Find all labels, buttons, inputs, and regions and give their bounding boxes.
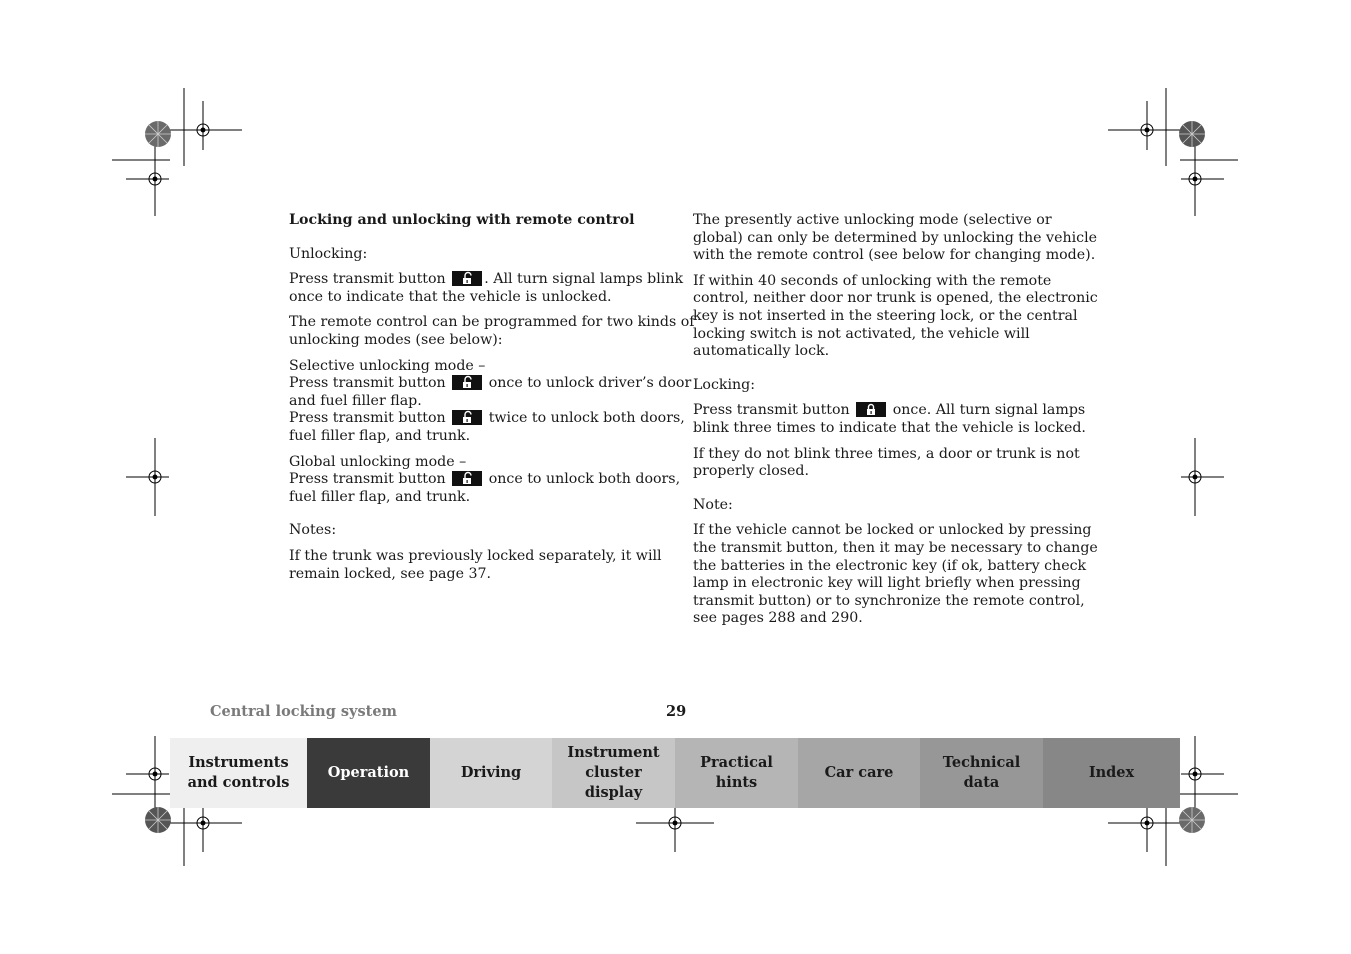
chapter-tab-bar	[170, 738, 1180, 808]
selective-mode-paragraph: Selective unlocking mode – Press transmit button once to unlock driver’s door and fuel filler flap. Press transmit button twice to unlock both doors, fuel filler flap, and trunk.	[289, 357, 692, 444]
page-number: 29	[666, 703, 687, 720]
lock-key-icon	[856, 402, 886, 417]
unlock-paragraph: Press transmit button . All turn signal lamps blink once to indicate that the vehicle is unlocked.	[289, 271, 684, 305]
unlock-key-icon	[452, 271, 482, 286]
right-column	[693, 212, 1098, 636]
unlocking-label: Unlocking:	[289, 245, 368, 262]
tab-practical-hints[interactable]: Practical hints	[675, 738, 798, 808]
notes-paragraph: If the trunk was previously locked separately, it will remain locked, see page 37.	[289, 547, 662, 582]
blink-check-paragraph: If they do not blink three times, a door or trunk is not properly closed.	[693, 445, 1080, 480]
global-mode-paragraph: Global unlocking mode – Press transmit button once to unlock both doors, fuel filler flap, and trunk.	[289, 453, 681, 505]
note-paragraph: If the vehicle cannot be locked or unlocked by pressing the transmit button, then it may be necessary to change the batteries in the electronic key (if ok, battery check lamp in electronic key will light briefly when pressing transmit button) or to synchronize the remote control, see pages 288 and 290.	[693, 522, 1098, 627]
lock-paragraph: Press transmit button once. All turn signal lamps blink three times to indicate that the vehicle is locked.	[693, 402, 1086, 436]
tab-car-care[interactable]: Car care	[798, 738, 920, 808]
tab-index[interactable]: Index	[1043, 738, 1180, 808]
unlock-key-icon	[452, 471, 482, 486]
unlock-key-icon	[452, 375, 482, 390]
notes-label: Notes:	[289, 522, 337, 539]
tab-instrument-cluster-display[interactable]: Instrument cluster display	[552, 738, 675, 808]
section-heading: Locking and unlocking with remote control	[289, 212, 635, 228]
active-mode-paragraph: The presently active unlocking mode (selective or global) can only be determined by unlocking the vehicle with the remote control (see below for changing mode).	[693, 212, 1098, 264]
tab-instruments-and-controls[interactable]: Instruments and controls	[170, 738, 307, 808]
auto-lock-paragraph: If within 40 seconds of unlocking with the remote control, neither door nor trunk is opened, the electronic key is not inserted in the steering lock, or the central locking switch is not activated, the vehicle will automatically lock.	[693, 272, 1098, 360]
unlock-key-icon	[452, 410, 482, 425]
section-title: Central locking system	[210, 703, 397, 720]
tab-operation[interactable]: Operation	[307, 738, 430, 808]
left-column	[289, 212, 695, 591]
tab-technical-data[interactable]: Technical data	[920, 738, 1043, 808]
tab-driving[interactable]: Driving	[430, 738, 552, 808]
locking-label: Locking:	[693, 376, 756, 393]
note-label: Note:	[693, 496, 733, 513]
programming-paragraph: The remote control can be programmed for two kinds of unlocking modes (see below):	[289, 314, 695, 348]
